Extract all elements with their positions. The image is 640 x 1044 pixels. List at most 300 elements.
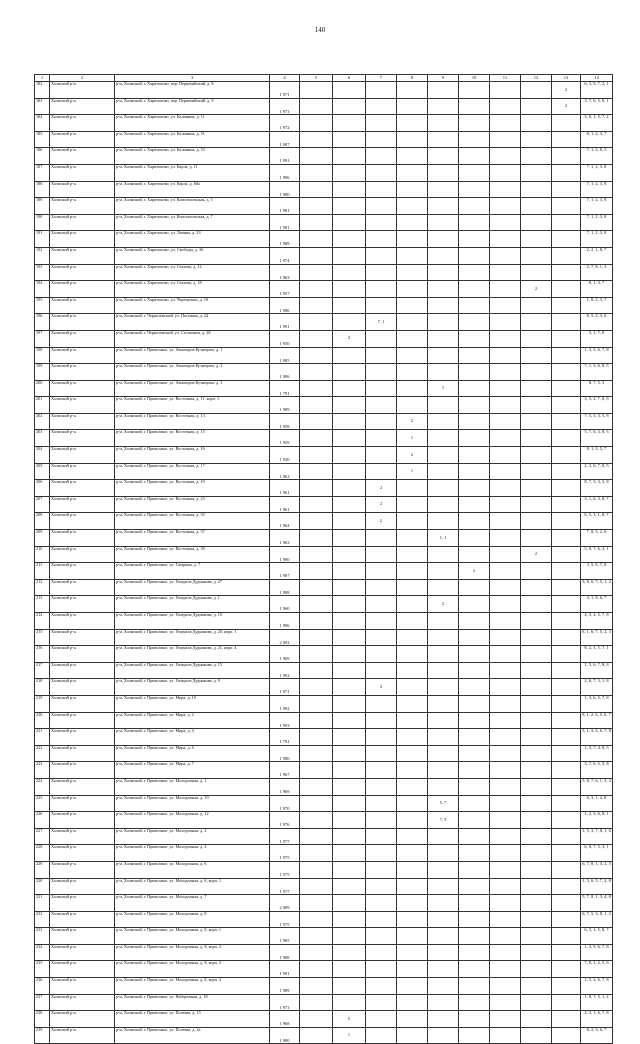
value-cell-c5	[300, 214, 333, 231]
address-cell: р-н, Холмский, г. Приволжье, ул. Мира, д. 19	[115, 695, 270, 712]
work-types-cell: 3, 5, 6, 7, 8	[581, 563, 613, 580]
value-cell-c10	[459, 82, 490, 99]
address-cell: р-н, Холмский, г. Приволжье, ул. Авиаторов Кузнецова, д. 2	[115, 364, 270, 381]
year-cell: 1 961	[270, 480, 300, 497]
value-cell-c10	[459, 629, 490, 646]
value-cell-c9	[428, 695, 459, 712]
address-cell: р-н, Холмский, г. Харитоново, ул. Стахова, д. 12	[115, 264, 270, 281]
year-cell: 1 963	[270, 264, 300, 281]
value-cell-c13	[552, 1011, 581, 1028]
work-types-cell: 1, 3, 5, 6, 7, 8	[581, 347, 613, 364]
row-number-cell: 188	[35, 181, 50, 198]
row-number-cell: 231	[35, 895, 50, 912]
address-cell: р-н, Холмский, г. Харитоново, ул. Калинина, д. 11	[115, 115, 270, 132]
value-cell-c8: 1	[397, 430, 428, 447]
district-cell: Холмский р-н	[50, 198, 115, 215]
address-cell: р-н, Холмский, г. Приволжье, ул. Восточная, д. 16	[115, 447, 270, 464]
value-cell-c10	[459, 397, 490, 414]
table-row	[35, 214, 613, 231]
value-cell-c7	[366, 745, 397, 762]
value-cell-c10	[459, 247, 490, 264]
value-cell-c7	[366, 82, 397, 99]
value-cell-c7	[366, 347, 397, 364]
value-cell-c7: 2	[366, 679, 397, 696]
table-row	[35, 364, 613, 381]
table-row	[35, 861, 613, 878]
value-cell-c11	[490, 247, 521, 264]
value-cell-c6	[333, 878, 366, 895]
year-cell: 1 992	[270, 695, 300, 712]
value-cell-c10	[459, 198, 490, 215]
value-cell-c10	[459, 330, 490, 347]
table-row	[35, 397, 613, 414]
address-cell: р-н, Холмский, г. Приволжье, ул. Набережная, д. 18	[115, 994, 270, 1011]
work-types-cell: 6, 3, 1, 2, 8	[581, 795, 613, 812]
value-cell-c9	[428, 281, 459, 298]
value-cell-c8	[397, 579, 428, 596]
value-cell-c8	[397, 131, 428, 148]
value-cell-c9	[428, 944, 459, 961]
value-cell-c7	[366, 662, 397, 679]
year-cell: 1 975	[270, 911, 300, 928]
row-number-cell: 226	[35, 812, 50, 829]
value-cell-c6	[333, 812, 366, 829]
value-cell-c8	[397, 214, 428, 231]
value-cell-c7	[366, 695, 397, 712]
value-cell-c7	[366, 563, 397, 580]
value-cell-c13	[552, 181, 581, 198]
district-cell: Холмский р-н	[50, 98, 115, 115]
value-cell-c6	[333, 380, 366, 397]
value-cell-c10	[459, 131, 490, 148]
work-types-cell: 6, 3, 1, 5, 8, 7	[581, 928, 613, 945]
value-cell-c10	[459, 413, 490, 430]
value-cell-c12	[521, 745, 552, 762]
value-cell-c6	[333, 596, 366, 613]
row-number-cell: 235	[35, 961, 50, 978]
value-cell-c6	[333, 231, 366, 248]
value-cell-c5	[300, 662, 333, 679]
value-cell-c9	[428, 911, 459, 928]
value-cell-c8	[397, 98, 428, 115]
value-cell-c7	[366, 148, 397, 165]
district-cell: Холмский р-н	[50, 264, 115, 281]
year-cell: 1 969	[270, 646, 300, 663]
row-number-cell: 236	[35, 978, 50, 995]
value-cell-c6	[333, 364, 366, 381]
value-cell-c7	[366, 596, 397, 613]
value-cell-c7	[366, 629, 397, 646]
value-cell-c6	[333, 646, 366, 663]
value-cell-c5	[300, 579, 333, 596]
value-cell-c6: 2	[333, 330, 366, 347]
value-cell-c8	[397, 281, 428, 298]
value-cell-c6	[333, 729, 366, 746]
value-cell-c5	[300, 397, 333, 414]
value-cell-c11	[490, 1011, 521, 1028]
value-cell-c10	[459, 712, 490, 729]
table-row	[35, 430, 613, 447]
value-cell-c10	[459, 994, 490, 1011]
value-cell-c12	[521, 530, 552, 547]
value-cell-c10	[459, 314, 490, 331]
address-cell: р-н, Холмский, г. Черноземский, ул. Столичная, д. 28	[115, 330, 270, 347]
value-cell-c13	[552, 812, 581, 829]
address-cell: р-н, Холмский, г. Приволжье, ул. Молодежная, д. 2	[115, 828, 270, 845]
table-row	[35, 347, 613, 364]
value-cell-c9	[428, 231, 459, 248]
table-row	[35, 961, 613, 978]
row-number-cell: 196	[35, 314, 50, 331]
address-cell: р-н, Холмский, г. Приволжье, ул. Молодежная, д. 7	[115, 895, 270, 912]
work-types-cell: 1, 3, 5, 6, 7, 8	[581, 944, 613, 961]
year-cell: 1 930	[270, 447, 300, 464]
value-cell-c13	[552, 646, 581, 663]
year-cell: 1 964	[270, 513, 300, 530]
value-cell-c11	[490, 729, 521, 746]
work-types-cell: 8, 1, 2, 3, 7	[581, 131, 613, 148]
value-cell-c9	[428, 928, 459, 945]
value-cell-c6	[333, 613, 366, 630]
row-number-cell: 192	[35, 247, 50, 264]
value-cell-c12	[521, 447, 552, 464]
value-cell-c5	[300, 679, 333, 696]
table-row	[35, 828, 613, 845]
value-cell-c8	[397, 895, 428, 912]
value-cell-c7	[366, 364, 397, 381]
district-cell: Холмский р-н	[50, 380, 115, 397]
value-cell-c12	[521, 513, 552, 530]
value-cell-c13	[552, 546, 581, 563]
value-cell-c12	[521, 463, 552, 480]
row-number-cell: 198	[35, 347, 50, 364]
row-number-cell: 191	[35, 231, 50, 248]
value-cell-c13	[552, 496, 581, 513]
work-types-cell: 8, 7, 5, 3, 3, 8	[581, 480, 613, 497]
row-number-cell: 201	[35, 397, 50, 414]
value-cell-c13	[552, 164, 581, 181]
value-cell-c9	[428, 297, 459, 314]
page-number: 140	[314, 26, 326, 34]
year-cell: 1 791	[270, 380, 300, 397]
value-cell-c6	[333, 629, 366, 646]
work-types-cell: 7, 1, 2, 3, 8	[581, 164, 613, 181]
value-cell-c13	[552, 994, 581, 1011]
value-cell-c13	[552, 397, 581, 414]
value-cell-c12	[521, 895, 552, 912]
address-cell: р-н, Холмский, г. Харитоново, ул. Ленина, д. 23	[115, 231, 270, 248]
value-cell-c5	[300, 148, 333, 165]
value-cell-c13	[552, 745, 581, 762]
address-cell: р-н, Холмский, г. Приволжье, ул. Генерала Дудникова, д. 1	[115, 596, 270, 613]
row-number-cell: 212	[35, 579, 50, 596]
district-cell: Холмский р-н	[50, 281, 115, 298]
value-cell-c10	[459, 463, 490, 480]
value-cell-c10	[459, 695, 490, 712]
table-row	[35, 646, 613, 663]
value-cell-c9	[428, 563, 459, 580]
table-row	[35, 795, 613, 812]
work-types-cell: 7, 8, 5, 2, 6	[581, 530, 613, 547]
value-cell-c7	[366, 994, 397, 1011]
value-cell-c9	[428, 679, 459, 696]
value-cell-c5	[300, 911, 333, 928]
year-cell: 1 991	[270, 314, 300, 331]
value-cell-c6	[333, 264, 366, 281]
value-cell-c12: 2	[521, 546, 552, 563]
value-cell-c9	[428, 662, 459, 679]
value-cell-c12	[521, 347, 552, 364]
value-cell-c5	[300, 878, 333, 895]
value-cell-c9	[428, 861, 459, 878]
address-cell: р-н, Холмский, г. Приволжье, ул. Авиаторов Кузнецова, д. 1	[115, 347, 270, 364]
work-types-cell: 5, 7, 8, 1, 3, 4, 8	[581, 895, 613, 912]
value-cell-c6	[333, 944, 366, 961]
value-cell-c12	[521, 164, 552, 181]
value-cell-c6: 5	[333, 1011, 366, 1028]
value-cell-c7	[366, 828, 397, 845]
district-cell: Холмский р-н	[50, 314, 115, 331]
row-number-cell: 238	[35, 1011, 50, 1028]
value-cell-c13	[552, 463, 581, 480]
value-cell-c13	[552, 530, 581, 547]
year-cell: 1 959	[270, 430, 300, 447]
work-types-cell: 1, 3, 7, 4, 8, 5	[581, 745, 613, 762]
value-cell-c10	[459, 447, 490, 464]
value-cell-c6	[333, 895, 366, 912]
work-types-cell: 4, 5, 2, 5, 7, 8	[581, 613, 613, 630]
value-cell-c8	[397, 878, 428, 895]
value-cell-c11	[490, 911, 521, 928]
work-types-cell: 5, 8, 7, 6, 1, 3, 4	[581, 778, 613, 795]
value-cell-c13	[552, 513, 581, 530]
value-cell-c9	[428, 198, 459, 215]
table-row	[35, 98, 613, 115]
housing-register-table	[34, 74, 613, 1044]
value-cell-c5	[300, 297, 333, 314]
value-cell-c12	[521, 944, 552, 961]
row-number-cell: 187	[35, 164, 50, 181]
year-cell: 1 972	[270, 115, 300, 132]
address-cell: р-н, Холмский, г. Приволжье, ул. Молодежная, д. 8	[115, 911, 270, 928]
district-cell: Холмский р-н	[50, 994, 115, 1011]
value-cell-c13	[552, 845, 581, 862]
value-cell-c12	[521, 413, 552, 430]
value-cell-c6	[333, 198, 366, 215]
year-cell: 1 996	[270, 164, 300, 181]
value-cell-c9	[428, 115, 459, 132]
value-cell-c6	[333, 98, 366, 115]
work-types-cell: 7, 8, 1, 2, 5, 6	[581, 961, 613, 978]
value-cell-c10	[459, 530, 490, 547]
district-cell: Холмский р-н	[50, 812, 115, 829]
value-cell-c10	[459, 928, 490, 945]
address-cell: р-н, Холмский, г. Приволжье, ул. Генерала Дудникова, д. 15	[115, 662, 270, 679]
district-cell: Холмский р-н	[50, 729, 115, 746]
value-cell-c12	[521, 762, 552, 779]
value-cell-c13	[552, 579, 581, 596]
value-cell-c12	[521, 662, 552, 679]
value-cell-c10	[459, 480, 490, 497]
value-cell-c5	[300, 596, 333, 613]
table-row	[35, 380, 613, 397]
value-cell-c12	[521, 778, 552, 795]
address-cell: р-н, Холмский, г. Приволжье, ул. Авиаторов Кузнецова, д. 3	[115, 380, 270, 397]
value-cell-c8	[397, 928, 428, 945]
value-cell-c9	[428, 214, 459, 231]
value-cell-c6	[333, 247, 366, 264]
value-cell-c12	[521, 729, 552, 746]
value-cell-c10	[459, 662, 490, 679]
district-cell: Холмский р-н	[50, 778, 115, 795]
value-cell-c5	[300, 281, 333, 298]
row-number-cell: 210	[35, 546, 50, 563]
column-header-1: 1	[35, 75, 50, 82]
row-number-cell: 185	[35, 131, 50, 148]
value-cell-c12	[521, 480, 552, 497]
year-cell: 1 963	[270, 463, 300, 480]
value-cell-c7	[366, 231, 397, 248]
column-header-9: 9	[428, 75, 459, 82]
value-cell-c5	[300, 629, 333, 646]
value-cell-c13	[552, 247, 581, 264]
value-cell-c5	[300, 314, 333, 331]
work-types-cell: 1, 3, 6, 5, 7, 8	[581, 695, 613, 712]
district-cell: Холмский р-н	[50, 247, 115, 264]
value-cell-c11	[490, 430, 521, 447]
value-cell-c11	[490, 878, 521, 895]
value-cell-c9: 1, 1	[428, 530, 459, 547]
value-cell-c5	[300, 762, 333, 779]
value-cell-c5	[300, 513, 333, 530]
value-cell-c8: 2	[397, 413, 428, 430]
value-cell-c5	[300, 828, 333, 845]
value-cell-c5	[300, 115, 333, 132]
value-cell-c8	[397, 861, 428, 878]
value-cell-c9	[428, 131, 459, 148]
column-header-6: 6	[333, 75, 366, 82]
value-cell-c12	[521, 978, 552, 995]
value-cell-c9	[428, 264, 459, 281]
district-cell: Холмский р-н	[50, 679, 115, 696]
work-types-cell: 7, 1, 2, 3, 8	[581, 198, 613, 215]
year-cell: 1 971	[270, 82, 300, 99]
district-cell: Холмский р-н	[50, 579, 115, 596]
work-types-cell: 6, 8, 7, 5, 3, 1	[581, 845, 613, 862]
district-cell: Холмский р-н	[50, 928, 115, 945]
value-cell-c8	[397, 778, 428, 795]
value-cell-c10	[459, 297, 490, 314]
value-cell-c5	[300, 98, 333, 115]
address-cell: р-н, Холмский, г. Приволжье, ул. Молодежная, д. 6	[115, 861, 270, 878]
value-cell-c11	[490, 164, 521, 181]
value-cell-c5	[300, 1011, 333, 1028]
value-cell-c8	[397, 845, 428, 862]
table-row	[35, 247, 613, 264]
value-cell-c9: 2	[428, 596, 459, 613]
value-cell-c7	[366, 281, 397, 298]
value-cell-c13	[552, 214, 581, 231]
row-number-cell: 225	[35, 795, 50, 812]
value-cell-c9	[428, 496, 459, 513]
value-cell-c5	[300, 347, 333, 364]
year-cell: 1 971	[270, 679, 300, 696]
table-row	[35, 513, 613, 530]
work-types-cell: 3, 6, 1, 5, 7, 2	[581, 115, 613, 132]
table-row	[35, 496, 613, 513]
row-number-cell: 222	[35, 745, 50, 762]
value-cell-c12	[521, 695, 552, 712]
address-cell: р-н, Холмский, г. Приволжье, ул. Мира, д. 2	[115, 712, 270, 729]
year-cell: 1 987	[270, 131, 300, 148]
value-cell-c10	[459, 895, 490, 912]
row-number-cell: 215	[35, 629, 50, 646]
value-cell-c12	[521, 1011, 552, 1028]
year-cell: 1 976	[270, 812, 300, 829]
value-cell-c11	[490, 629, 521, 646]
year-cell: 1 981	[270, 198, 300, 215]
value-cell-c6	[333, 978, 366, 995]
value-cell-c8	[397, 496, 428, 513]
value-cell-c8	[397, 314, 428, 331]
value-cell-c13	[552, 795, 581, 812]
value-cell-c5	[300, 364, 333, 381]
value-cell-c5	[300, 994, 333, 1011]
value-cell-c12	[521, 795, 552, 812]
value-cell-c7	[366, 98, 397, 115]
district-cell: Холмский р-н	[50, 828, 115, 845]
value-cell-c7: 2	[366, 496, 397, 513]
value-cell-c8	[397, 679, 428, 696]
value-cell-c6	[333, 961, 366, 978]
value-cell-c10	[459, 861, 490, 878]
work-types-cell: 2, 2, 1, 8, 7	[581, 247, 613, 264]
value-cell-c10	[459, 961, 490, 978]
value-cell-c8	[397, 297, 428, 314]
value-cell-c8	[397, 181, 428, 198]
work-types-cell: 1, 5, 2, 6, 7, 8	[581, 978, 613, 995]
value-cell-c5	[300, 646, 333, 663]
year-cell: 1 991	[270, 148, 300, 165]
value-cell-c8	[397, 231, 428, 248]
district-cell: Холмский р-н	[50, 164, 115, 181]
value-cell-c10	[459, 579, 490, 596]
value-cell-c6	[333, 347, 366, 364]
value-cell-c8	[397, 994, 428, 1011]
value-cell-c12	[521, 181, 552, 198]
year-cell: 1 960	[270, 596, 300, 613]
work-types-cell: 8, 5, 2, 3, 6	[581, 314, 613, 331]
year-cell: 1 957	[270, 281, 300, 298]
value-cell-c11	[490, 778, 521, 795]
table-row	[35, 115, 613, 132]
value-cell-c13	[552, 281, 581, 298]
row-number-cell: 208	[35, 513, 50, 530]
value-cell-c5	[300, 861, 333, 878]
value-cell-c9	[428, 181, 459, 198]
value-cell-c11	[490, 480, 521, 497]
value-cell-c13	[552, 131, 581, 148]
value-cell-c12	[521, 928, 552, 945]
value-cell-c11	[490, 115, 521, 132]
value-cell-c9	[428, 463, 459, 480]
work-types-cell: 3, 7, 6, 5, 3, 8	[581, 762, 613, 779]
district-cell: Холмский р-н	[50, 1027, 115, 1044]
value-cell-c11	[490, 895, 521, 912]
value-cell-c6	[333, 430, 366, 447]
row-number-cell: 206	[35, 480, 50, 497]
value-cell-c7	[366, 762, 397, 779]
